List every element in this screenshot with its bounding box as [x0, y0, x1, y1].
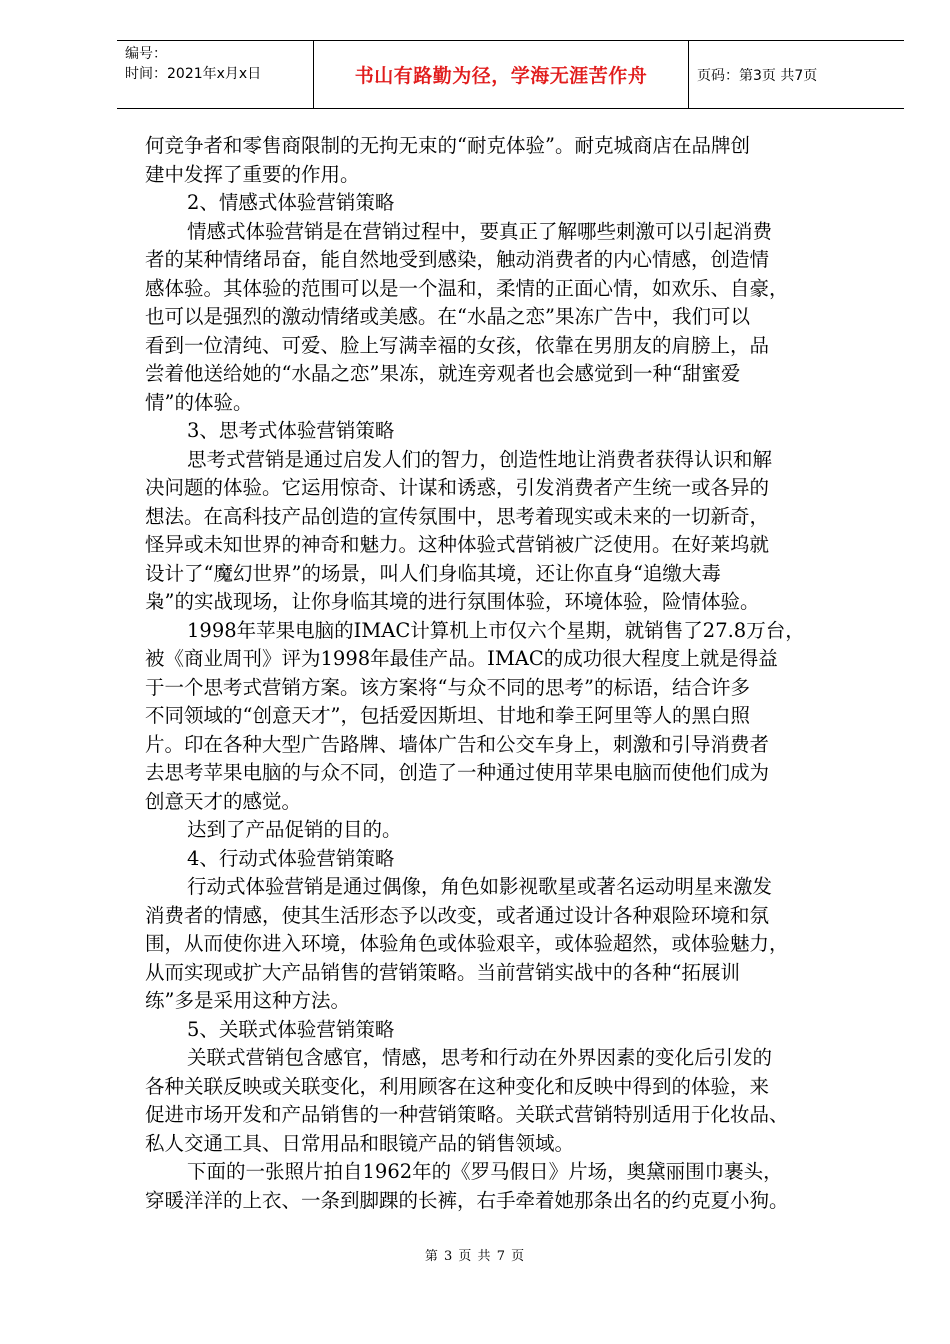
body-line: 情感式体验营销是在营销过程中，要真正了解哪些刺激可以引起消费 [187, 219, 773, 243]
body-line: 1998年苹果电脑的IMAC计算机上市仅六个星期，就销售了27.8万台， [187, 618, 805, 642]
body-line: 尝着他送给她的“水晶之恋”果冻，就连旁观者也会感觉到一种“甜蜜爱 [145, 362, 741, 385]
body-line: 各种关联反映或关联变化，利用顾客在这种变化和反映中得到的体验，来 [145, 1074, 770, 1098]
body-line: 达到了产品促销的目的。 [187, 818, 402, 841]
body-line: 情”的体验。 [145, 390, 253, 414]
body-line: 练”多是采用这种方法。 [145, 989, 350, 1012]
body-line: 穿暖洋洋的上衣、一条到脚踝的长裤，右手牵着她那条出名的约克夏小狗。 [145, 1188, 789, 1212]
document-number-label: 编号： [125, 46, 167, 62]
body-line: 片。印在各种大型广告路牌、墙体广告和公交车身上，刺激和引导消费者 [145, 732, 770, 756]
body-line: 也可以是强烈的激动情绪或美感。在“水晶之恋”果冻广告中，我们可以 [145, 305, 750, 328]
section-heading: 4、行动式体验营销策略 [187, 846, 395, 870]
section-heading: 5、关联式体验营销策略 [187, 1017, 395, 1041]
body-line: 消费者的情感，使其生活形态予以改变，或者通过设计各种艰险环境和氛 [145, 903, 770, 927]
body-line: 于一个思考式营销方案。该方案将“与众不同的思考”的标语，结合许多 [145, 675, 750, 699]
section-heading: 2、情感式体验营销策略 [187, 191, 395, 214]
body-line: 不同领域的“创意天才”，包括爱因斯坦、甘地和拳王阿里等人的黑白照 [145, 704, 750, 727]
body-line: 设计了“魔幻世界”的场景，叫人们身临其境，还让你直身“追缴大毒 [145, 561, 721, 585]
page-footer: 第 3 页 共 7 页 [424, 1249, 526, 1264]
body-line: 枭”的实战现场，让你身临其境的进行氛围体验，环境体验，险情体验。 [145, 590, 760, 613]
page-header [117, 40, 904, 109]
body-line: 下面的一张照片拍自1962年的《罗马假日》片场，奥黛丽围巾裹头， [187, 1160, 783, 1183]
body-line: 怪异或未知世界的神奇和魅力。这种体验式营销被广泛使用。在好莱坞就 [145, 533, 770, 556]
header-motto: 书山有路勤为径，学海无涯苦作舟 [314, 41, 689, 108]
header-page-label: 页码：第3页 共7页 [697, 67, 818, 84]
body-line: 从而实现或扩大产品销售的营销策略。当前营销实战中的各种“拓展训 [145, 960, 740, 984]
body-line: 私人交通工具、日常用品和眼镜产品的销售领域。 [145, 1131, 575, 1155]
document-body [145, 132, 895, 1215]
header-meta-cell [117, 41, 314, 108]
body-line: 想法。在高科技产品创造的宣传氛围中，思考着现实或未来的一切新奇， [145, 504, 770, 528]
body-line: 促进市场开发和产品销售的一种营销策略。关联式营销特别适用于化妆品、 [145, 1103, 789, 1126]
body-line: 创意天才的感觉。 [145, 789, 302, 813]
section-heading: 3、思考式体验营销策略 [187, 419, 395, 442]
body-line: 何竞争者和零售商限制的无拘无束的“耐克体验”。耐克城商店在品牌创 [145, 134, 750, 157]
body-line: 关联式营销包含感官，情感，思考和行动在外界因素的变化后引发的 [187, 1046, 773, 1069]
body-line: 感体验。其体验的范围可以是一个温和，柔情的正面心情，如欢乐、自豪， [145, 276, 789, 300]
body-line: 被《商业周刊》评为1998年最佳产品。IMAC的成功很大程度上就是得益 [145, 647, 778, 670]
body-line: 行动式体验营销是通过偶像，角色如影视歌星或著名运动明星来激发 [187, 875, 773, 898]
document-time-label: 时间：2021年x月x日 [125, 66, 262, 82]
body-line: 去思考苹果电脑的与众不同，创造了一种通过使用苹果电脑而使他们成为 [145, 761, 770, 784]
body-line: 围，从而使你进入环境，体验角色或体验艰辛，或体验超然，或体验魅力， [145, 932, 789, 955]
body-line: 建中发挥了重要的作用。 [145, 162, 360, 186]
body-line: 思考式营销是通过启发人们的智力，创造性地让消费者获得认识和解 [187, 447, 773, 471]
body-line: 者的某种情绪昂奋，能自然地受到感染，触动消费者的内心情感，创造情 [145, 248, 770, 271]
body-line: 看到一位清纯、可爱、脸上写满幸福的女孩，依靠在男朋友的肩膀上，品 [145, 333, 770, 357]
body-line: 决问题的体验。它运用惊奇、计谋和诱惑，引发消费者产生统一或各异的 [145, 476, 770, 499]
